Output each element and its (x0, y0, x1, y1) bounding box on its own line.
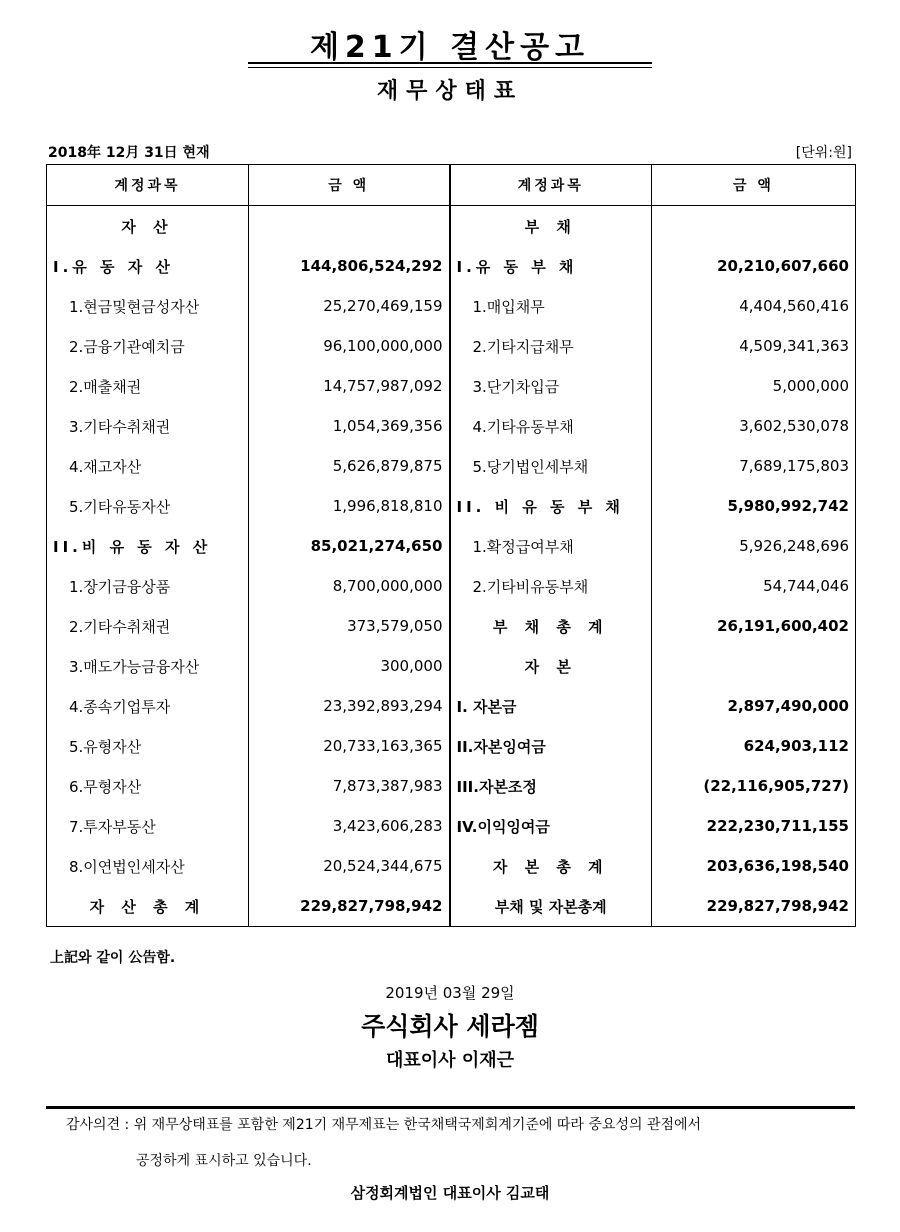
liability-equity-account-cell: 2.기타지급채무 (450, 326, 652, 366)
asset-amount-cell: 7,873,387,983 (249, 766, 450, 806)
liability-equity-amount-cell: 5,000,000 (652, 366, 856, 406)
asset-account-cell: 1.장기금융상품 (47, 566, 249, 606)
table-row (47, 446, 856, 486)
asset-account-cell: 6.무형자산 (47, 766, 249, 806)
asset-account-cell: II.비 유 동 자 산 (47, 526, 249, 566)
liability-equity-amount-cell (652, 206, 856, 247)
asset-account-cell: 자 산 총 계 (47, 886, 249, 927)
asset-account-cell: I.유 동 자 산 (47, 246, 249, 286)
liability-equity-account-cell: 4.기타유동부채 (450, 406, 652, 446)
liability-equity-account-cell: 부 채 총 계 (450, 606, 652, 646)
liability-equity-account-cell: I. 자본금 (450, 686, 652, 726)
header-amount-left: 금 액 (249, 165, 450, 206)
asset-amount-cell: 20,524,344,675 (249, 846, 450, 886)
table-body (47, 206, 856, 927)
liability-equity-account-cell: 부 채 (450, 206, 652, 247)
notice-title: 제21기 결산공고 (309, 30, 591, 65)
liability-equity-account-cell: II. 비 유 동 부 채 (450, 486, 652, 526)
liability-equity-account-cell: II.자본잉여금 (450, 726, 652, 766)
statement-title: 재무상태표 (376, 79, 524, 104)
liability-equity-amount-cell: 624,903,112 (652, 726, 856, 766)
balance-sheet-table (46, 164, 856, 927)
table-row (47, 246, 856, 286)
ceo-name: 대표이사 이재근 (386, 1050, 514, 1071)
liability-equity-account-cell: I.유 동 부 채 (450, 246, 652, 286)
table-row (47, 686, 856, 726)
table-row (47, 646, 856, 686)
liability-equity-account-cell: IV.이익잉여금 (450, 806, 652, 846)
liability-equity-amount-cell: 3,602,530,078 (652, 406, 856, 446)
table-row (47, 406, 856, 446)
asset-amount-cell: 8,700,000,000 (249, 566, 450, 606)
auditor-name: 삼정회계법인 대표이사 김교태 (350, 1184, 550, 1202)
asset-account-cell: 2.금융기관예치금 (47, 326, 249, 366)
liability-equity-amount-cell: 4,509,341,363 (652, 326, 856, 366)
liability-equity-amount-cell: 203,636,198,540 (652, 846, 856, 886)
company-name: 주식회사 세라젬 (361, 1012, 539, 1041)
asset-account-cell: 자 산 (47, 206, 249, 247)
asset-amount-cell: 373,579,050 (249, 606, 450, 646)
table-row (47, 526, 856, 566)
asset-amount-cell: 1,054,369,356 (249, 406, 450, 446)
header-account-left: 계정과목 (47, 165, 249, 206)
header-amount-right: 금 액 (652, 165, 856, 206)
liability-equity-amount-cell: (22,116,905,727) (652, 766, 856, 806)
table-row (47, 806, 856, 846)
asset-account-cell: 5.유형자산 (47, 726, 249, 766)
title-underline-thin (248, 67, 652, 68)
currency-unit: [단위:원] (795, 145, 852, 161)
table-row (47, 326, 856, 366)
notice-statement: 上記와 같이 公告함. (50, 950, 176, 966)
table-row (47, 886, 856, 927)
liability-equity-amount-cell: 2,897,490,000 (652, 686, 856, 726)
table-row (47, 486, 856, 526)
statement-date: 2018年 12月 31日 현재 (48, 145, 210, 161)
table-row (47, 846, 856, 886)
asset-amount-cell: 3,423,606,283 (249, 806, 450, 846)
asset-account-cell: 3.기타수취채권 (47, 406, 249, 446)
liability-equity-account-cell: 3.단기차입금 (450, 366, 652, 406)
asset-account-cell: 8.이연법인세자산 (47, 846, 249, 886)
asset-amount-cell: 14,757,987,092 (249, 366, 450, 406)
liability-equity-account-cell: 2.기타비유동부채 (450, 566, 652, 606)
liability-equity-amount-cell: 229,827,798,942 (652, 886, 856, 927)
liability-equity-amount-cell: 222,230,711,155 (652, 806, 856, 846)
liability-equity-amount-cell: 4,404,560,416 (652, 286, 856, 326)
table-row (47, 286, 856, 326)
liability-equity-account-cell: 자 본 (450, 646, 652, 686)
liability-equity-account-cell: 5.당기법인세부채 (450, 446, 652, 486)
asset-amount-cell: 1,996,818,810 (249, 486, 450, 526)
liability-equity-amount-cell (652, 646, 856, 686)
asset-account-cell: 4.종속기업투자 (47, 686, 249, 726)
liability-equity-amount-cell: 26,191,600,402 (652, 606, 856, 646)
asset-amount-cell: 23,392,893,294 (249, 686, 450, 726)
asset-account-cell: 3.매도가능금융자산 (47, 646, 249, 686)
asset-amount-cell: 229,827,798,942 (249, 886, 450, 927)
audit-opinion-line2: 공정하게 표시하고 있습니다. (136, 1153, 312, 1169)
liability-equity-amount-cell: 7,689,175,803 (652, 446, 856, 486)
table-row (47, 366, 856, 406)
audit-opinion-line1: 감사의견 : 위 재무상태표를 포함한 제21기 재무제표는 한국채택국제회계기준에 따라 중요성의 관점에서 (66, 1117, 702, 1133)
asset-account-cell: 2.매출채권 (47, 366, 249, 406)
asset-amount-cell: 5,626,879,875 (249, 446, 450, 486)
table-row (47, 766, 856, 806)
asset-amount-cell: 85,021,274,650 (249, 526, 450, 566)
asset-account-cell: 5.기타유동자산 (47, 486, 249, 526)
asset-amount-cell: 25,270,469,159 (249, 286, 450, 326)
asset-account-cell: 4.재고자산 (47, 446, 249, 486)
table-header (47, 165, 856, 206)
table-row (47, 566, 856, 606)
liability-equity-amount-cell: 5,926,248,696 (652, 526, 856, 566)
asset-account-cell: 2.기타수취채권 (47, 606, 249, 646)
liability-equity-account-cell: 1.매입채무 (450, 286, 652, 326)
asset-amount-cell: 144,806,524,292 (249, 246, 450, 286)
liability-equity-amount-cell: 54,744,046 (652, 566, 856, 606)
liability-equity-account-cell: 부채 및 자본총계 (450, 886, 652, 927)
table-row (47, 606, 856, 646)
liability-equity-account-cell: 자 본 총 계 (450, 846, 652, 886)
title-underline (248, 62, 652, 64)
table-row (47, 726, 856, 766)
asset-amount-cell: 300,000 (249, 646, 450, 686)
header-account-right: 계정과목 (450, 165, 652, 206)
asset-account-cell: 1.현금및현금성자산 (47, 286, 249, 326)
footer-divider (46, 1106, 855, 1109)
liability-equity-account-cell: III.자본조정 (450, 766, 652, 806)
liability-equity-amount-cell: 20,210,607,660 (652, 246, 856, 286)
asset-amount-cell (249, 206, 450, 247)
asset-amount-cell: 20,733,163,365 (249, 726, 450, 766)
asset-amount-cell: 96,100,000,000 (249, 326, 450, 366)
table-row (47, 206, 856, 247)
publication-date: 2019년 03월 29일 (385, 984, 515, 1002)
liability-equity-amount-cell: 5,980,992,742 (652, 486, 856, 526)
asset-account-cell: 7.투자부동산 (47, 806, 249, 846)
liability-equity-account-cell: 1.확정급여부채 (450, 526, 652, 566)
